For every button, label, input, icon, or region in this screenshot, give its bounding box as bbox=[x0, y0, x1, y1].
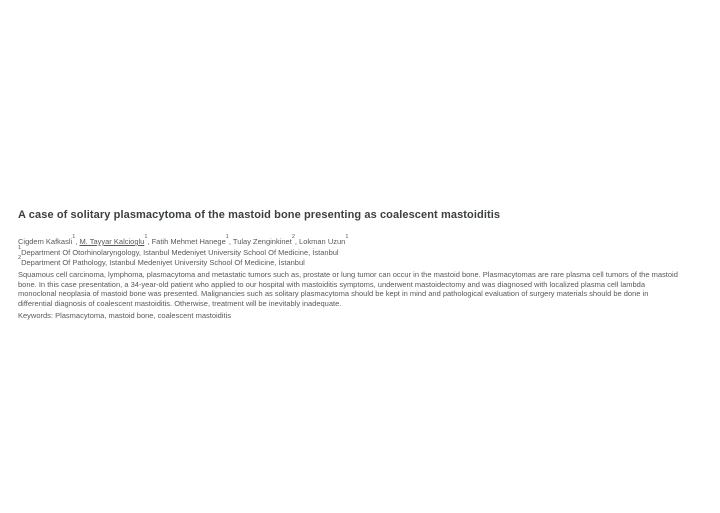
abstract-line: differential diagnosis of coalescent mastoiditis. Otherwise, treatment will be inevitably inadequate. bbox=[18, 298, 342, 308]
author-name-text: Tulay Zenginkinet bbox=[232, 237, 292, 246]
abstract-line: monoclonal neoplasia of mastoid bone was presented. Malignancies such as solitary plasmacytoma should be kept in mind and pathological evaluation of surgery materials should be done in bbox=[18, 289, 649, 298]
author-name: Tulay Zenginkinet$^2$ bbox=[232, 234, 295, 246]
author-name-text: M. Tayyar Kalcioglu bbox=[79, 237, 145, 246]
authors-line bbox=[18, 234, 708, 247]
keywords-text: Keywords: Plasmacytoma, mastoid bone, coalescent mastoiditis bbox=[18, 311, 232, 320]
author-name: M. Tayyar Kalcioglu$^1$ bbox=[79, 234, 148, 246]
author-name: Fatih Mehmet Hanege$^1$ bbox=[151, 234, 229, 246]
author-separator: , bbox=[147, 237, 152, 246]
affiliation-text: Department Of Otorhinolaryngology, Istanbul Medeniyet University School Of Medicine, İstanbul bbox=[21, 248, 339, 257]
affiliation-line: $^1$Department Of Otorhinolaryngology, Istanbul Medeniyet University School Of Medicine, İstanbul bbox=[18, 245, 339, 257]
author-separator: , bbox=[75, 237, 80, 246]
author-separator: , bbox=[294, 237, 300, 246]
abstract-line: bone. In this case presentation, a 34-year-old patient who applied to our hospital with mastoiditis symptoms, underwent mastoidectomy and was diagnosed with localized plasma cell lambda bbox=[18, 279, 646, 289]
author-separator: , bbox=[228, 237, 233, 246]
author-name: Lokman Uzun$^1$ bbox=[299, 234, 349, 246]
author-name-text: Fatih Mehmet Hanege bbox=[151, 237, 226, 246]
abstract-paragraph bbox=[18, 270, 708, 308]
affiliations-block bbox=[18, 245, 708, 268]
author-name: Cigdem Kafkasli$^1$ bbox=[18, 234, 76, 246]
author-name-text: Cigdem Kafkasli bbox=[18, 237, 73, 246]
affiliation-text: Department Of Pathology, Istanbul Medeniyet University School Of Medicine, İstanbul bbox=[21, 258, 305, 267]
affiliation-line: $^2$Department Of Pathology, Istanbul Medeniyet University School Of Medicine, İstanbul bbox=[18, 255, 305, 267]
abstract-line: Squamous cell carcinoma, lymphoma, plasmacytoma and metastatic tumors such as, prostate or lung tumor can occur in the mastoid bone. Plasmacytomas are rare plasma cell tumors of the mastoid bbox=[18, 270, 678, 279]
page-title: A case of solitary plasmacytoma of the mastoid bone presenting as coalescent mastoiditis bbox=[18, 209, 501, 221]
abstract-content bbox=[18, 208, 708, 320]
keywords-line-clipped bbox=[18, 311, 708, 320]
author-name-text: Lokman Uzun bbox=[299, 237, 346, 246]
